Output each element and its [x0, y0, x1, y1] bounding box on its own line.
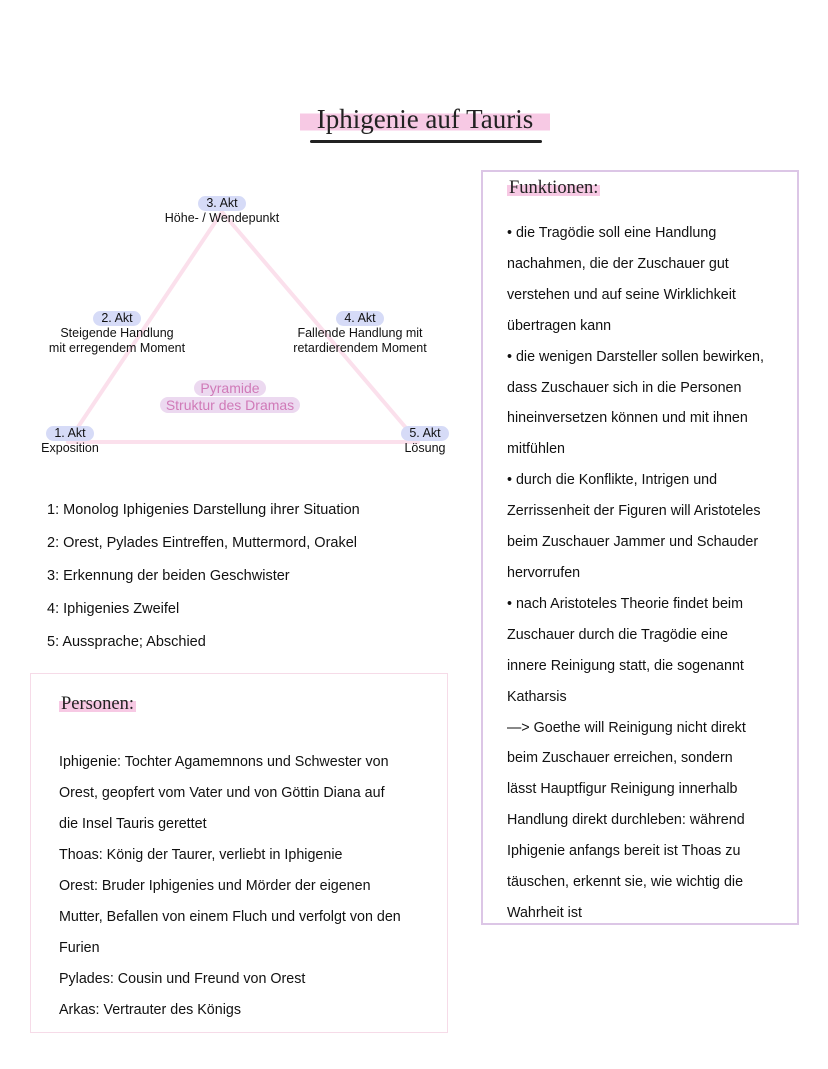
funktionen-line: übertragen kann	[507, 317, 612, 334]
funktionen-line: —> Goethe will Reinigung nicht direkt	[507, 719, 746, 736]
akt-4-desc-2: retardierendem Moment	[293, 341, 427, 355]
pyramid-subtitle: Struktur des Dramas	[160, 397, 300, 413]
funktionen-line: Wahrheit ist	[507, 904, 582, 921]
funktionen-line: nachahmen, die der Zuschauer gut	[507, 255, 729, 272]
funktionen-line: verstehen und auf seine Wirklichkeit	[507, 286, 736, 303]
funktionen-line: beim Zuschauer erreichen, sondern	[507, 750, 733, 767]
akt-1-label: 1. Akt	[46, 426, 93, 441]
pyramid-center-label	[130, 380, 330, 414]
personen-box	[30, 673, 448, 1033]
akt-5-label: 5. Akt	[401, 426, 448, 441]
personen-line: die Insel Tauris gerettet	[59, 816, 207, 832]
personen-line: Arkas: Vertrauter des Königs	[59, 1002, 241, 1018]
personen-line: Orest: Bruder Iphigenies und Mörder der eigenen	[59, 878, 371, 894]
funktionen-line: innere Reinigung statt, die sogenannt	[507, 657, 744, 674]
funktionen-line: Zuschauer durch die Tragödie eine	[507, 626, 728, 643]
akt-3-desc: Höhe- / Wendepunkt	[164, 211, 280, 225]
act-item: 1: Monolog Iphigenies Darstellung ihrer Situation	[47, 502, 360, 518]
act-item: 5: Aussprache; Abschied	[47, 634, 206, 650]
akt-3-label: 3. Akt	[198, 196, 245, 211]
funktionen-line: beim Zuschauer Jammer und Schauder	[507, 534, 759, 551]
akt-1-desc: Exposition	[41, 441, 99, 455]
funktionen-box	[481, 170, 799, 925]
acts-list	[47, 497, 360, 662]
personen-line: Iphigenie: Tochter Agamemnons und Schwester von	[59, 754, 389, 770]
akt-2-desc-2: mit erregendem Moment	[48, 341, 186, 355]
node-akt-2	[27, 311, 207, 356]
page-title: Iphigenie auf Tauris	[300, 104, 550, 135]
funktionen-line: mitfühlen	[507, 441, 566, 458]
funktionen-line: Katharsis	[507, 688, 567, 705]
akt-2-desc-1: Steigende Handlung	[60, 326, 174, 340]
personen-line: Pylades: Cousin und Freund von Orest	[59, 971, 306, 987]
node-akt-4	[270, 311, 450, 356]
funktionen-line: Iphigenie anfangs bereit ist Thoas zu	[507, 843, 741, 860]
personen-line: Furien	[59, 940, 100, 956]
funktionen-line: Handlung direkt durchleben: während	[507, 812, 745, 829]
funktionen-line: hervorrufen	[507, 564, 581, 581]
funktionen-line: • nach Aristoteles Theorie findet beim	[507, 595, 744, 612]
pyramid-title: Pyramide	[194, 380, 265, 396]
funktionen-line: lässt Hauptfigur Reinigung innerhalb	[507, 781, 738, 798]
funktionen-heading	[507, 178, 600, 199]
funktionen-line: • durch die Konflikte, Intrigen und	[507, 472, 718, 489]
funktionen-line: täuschen, erkennt sie, wie wichtig die	[507, 874, 744, 891]
personen-heading-text: Personen:	[61, 694, 134, 714]
funktionen-line: hineinversetzen können und mit ihnen	[507, 410, 748, 427]
akt-5-desc: Lösung	[404, 441, 446, 455]
node-akt-3	[142, 196, 302, 226]
personen-line: Thoas: König der Taurer, verliebt in Iphigenie	[59, 847, 343, 863]
node-akt-1	[25, 426, 115, 456]
funktionen-line: dass Zuschauer sich in die Personen	[507, 379, 742, 396]
personen-line: Orest, geopfert vom Vater und von Göttin Diana auf	[59, 785, 385, 801]
funktionen-line: • die wenigen Darsteller sollen bewirken,	[507, 348, 764, 365]
funktionen-body	[507, 218, 792, 929]
funktionen-heading-text: Funktionen:	[509, 178, 599, 198]
act-item: 2: Orest, Pylades Eintreffen, Muttermord, Orakel	[47, 535, 357, 551]
funktionen-line: • die Tragödie soll eine Handlung	[507, 225, 717, 241]
personen-body	[59, 747, 439, 1026]
akt-4-label: 4. Akt	[336, 311, 383, 326]
akt-4-desc-1: Fallende Handlung mit	[297, 326, 423, 340]
act-item: 4: Iphigenies Zweifel	[47, 601, 180, 617]
personen-line: Mutter, Befallen von einem Fluch und verfolgt von den	[59, 909, 401, 925]
drama-pyramid-diagram	[0, 180, 470, 480]
funktionen-line: Zerrissenheit der Figuren will Aristoteles	[507, 503, 761, 520]
title-underline	[310, 140, 542, 143]
act-item: 3: Erkennung der beiden Geschwister	[47, 568, 290, 584]
personen-heading	[59, 694, 136, 715]
akt-2-label: 2. Akt	[93, 311, 140, 326]
node-akt-5	[385, 426, 465, 456]
